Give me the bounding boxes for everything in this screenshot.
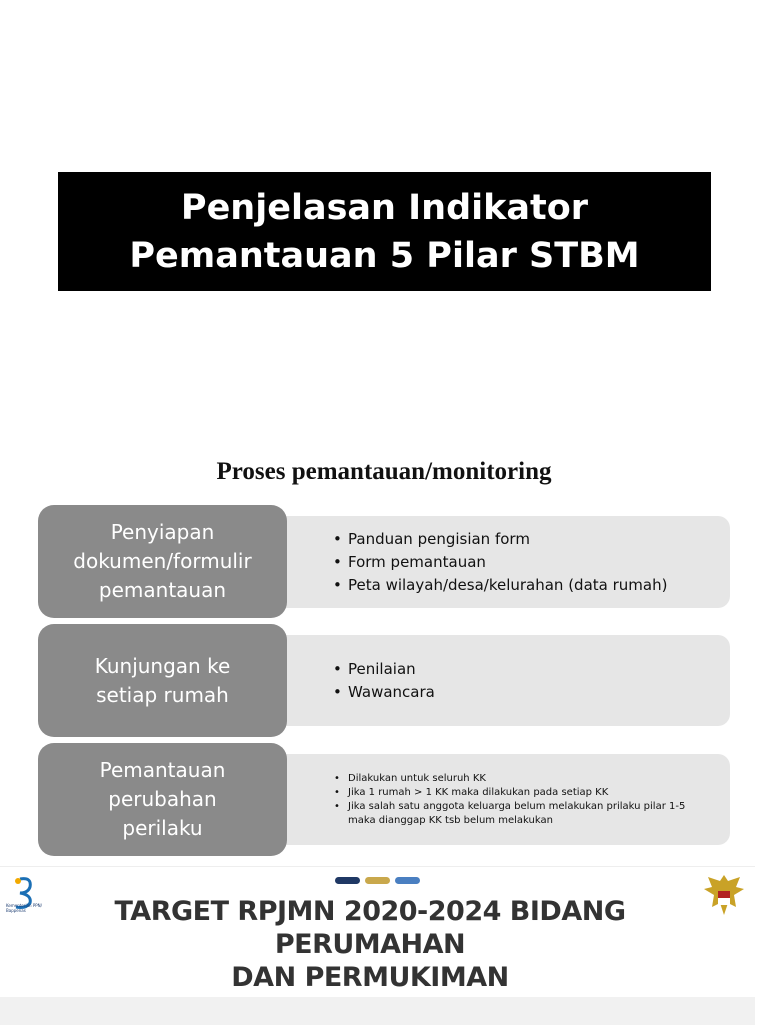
label-line: Penyiapan <box>110 520 215 544</box>
label-line: dokumen/formulir <box>73 549 252 573</box>
next-slide-title-line-1: TARGET RPJMN 2020-2024 BIDANG PERUMAHAN <box>114 896 626 960</box>
label-line: perubahan <box>108 787 217 811</box>
list-item: • Jika salah satu anggota keluarga belum melakukan prilaku pilar 1-5 maka dianggap KK tsb belum melakukan <box>338 800 710 828</box>
process-step-3-details <box>268 754 730 845</box>
next-slide-preview <box>0 866 755 1025</box>
dot-1 <box>335 877 360 884</box>
list-item: • Peta wilayah/desa/kelurahan (data rumah) <box>338 574 667 597</box>
list-item: • Jika 1 rumah > 1 KK maka dilakukan pada setiap KK <box>338 786 710 800</box>
process-step-3 <box>38 743 730 856</box>
decorative-dots <box>335 877 420 884</box>
label-line: pemantauan <box>98 578 227 602</box>
next-slide-title <box>60 895 680 994</box>
slide-title-line-2: Pemantauan 5 Pilar STBM <box>129 235 640 276</box>
dot-3 <box>395 877 420 884</box>
label-line: setiap rumah <box>96 682 229 707</box>
dot-2 <box>365 877 390 884</box>
process-step-2-label <box>38 624 287 737</box>
process-step-3-label <box>38 743 287 856</box>
label-line: Kunjungan ke <box>94 653 231 678</box>
preview-footer-band <box>0 997 755 1025</box>
list-item: • Form pemantauan <box>338 551 667 574</box>
next-slide-title-line-2: DAN PERMUKIMAN <box>231 962 509 993</box>
process-step-2-details <box>268 635 730 726</box>
list-item: • Wawancara <box>338 681 435 704</box>
list-item: • Dilakukan untuk seluruh KK <box>338 772 710 786</box>
label-line: Pemantauan <box>99 758 226 782</box>
list-item: • Panduan pengisian form <box>338 528 667 551</box>
process-step-1-label <box>38 505 287 618</box>
label-line: perilaku <box>122 816 203 840</box>
bappenas-logo-text: Kementerian PPN/ Bappenas <box>6 903 42 913</box>
slide-title-line-1: Penjelasan Indikator <box>180 187 589 228</box>
process-step-1 <box>38 505 730 618</box>
garuda-emblem-icon <box>700 869 748 927</box>
process-step-1-details <box>268 516 730 608</box>
list-item: • Penilaian <box>338 658 435 681</box>
process-step-2 <box>38 624 730 737</box>
slide-title <box>58 172 711 291</box>
section-subtitle: Proses pemantauan/monitoring <box>216 458 552 485</box>
